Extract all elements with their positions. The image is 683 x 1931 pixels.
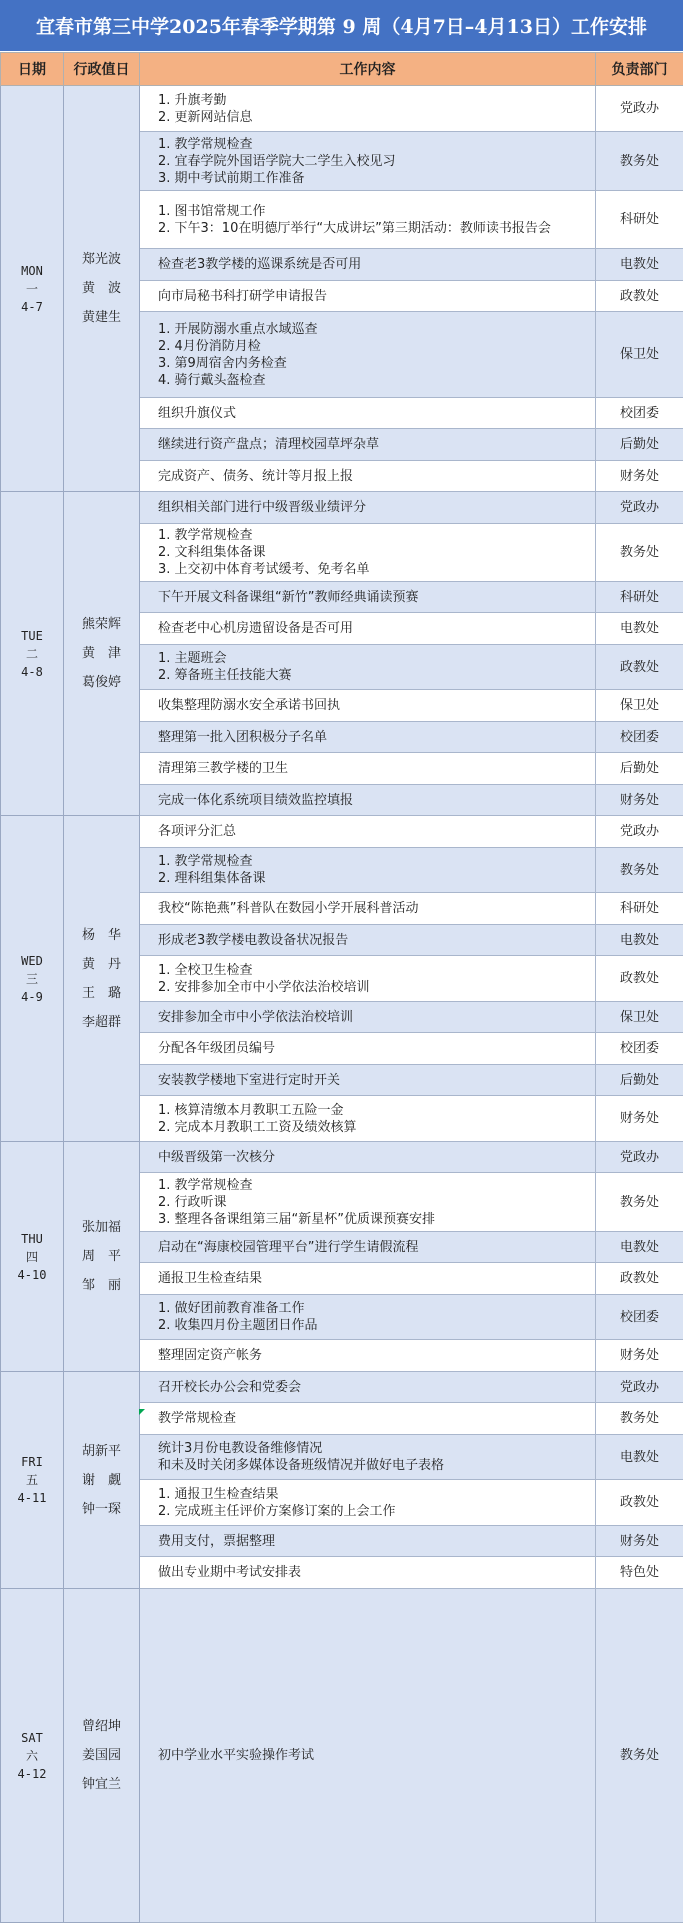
day-date-cell [1, 1589, 64, 1923]
duty-person: 曾绍坤 [81, 1719, 121, 1734]
work-item: 4. 骑行戴头盔检查 [158, 372, 266, 388]
work-item: 检查老3教学楼的巡课系统是否可用 [158, 257, 362, 272]
work-item: 完成一体化系统项目绩效监控填报 [158, 792, 354, 808]
department-cell: 财务处 [596, 461, 683, 492]
duty-person: 葛俊婷 [81, 675, 121, 690]
work-item: 2. 更新网站信息 [158, 109, 253, 125]
day-cn: 五 [25, 1473, 38, 1487]
department-cell: 校团委 [596, 398, 683, 429]
work-content-cell [140, 848, 596, 893]
work-item: 3. 期中考试前期工作准备 [158, 170, 305, 186]
header-dept: 负责部门 [596, 53, 683, 86]
work-item: 继续进行资产盘点；清理校园草坪杂草 [158, 437, 380, 452]
department-cell: 电教处 [596, 613, 683, 645]
department-cell: 教务处 [596, 524, 683, 582]
department-cell: 校团委 [596, 1033, 683, 1065]
work-item: 安排参加全市中小学依法治校培训 [158, 1009, 354, 1025]
department-cell: 政教处 [596, 281, 683, 312]
work-content-cell [140, 191, 596, 249]
work-item: 向市局秘书科打研学申请报告 [158, 288, 328, 304]
table-row [1, 1589, 683, 1923]
day-date-cell [1, 1372, 64, 1589]
work-content-cell [140, 1263, 596, 1295]
day-cn: 四 [25, 1249, 38, 1264]
work-content-cell [140, 1142, 596, 1173]
department-cell: 党政办 [596, 492, 683, 524]
schedule-table [0, 52, 683, 1923]
work-content-cell [140, 86, 596, 132]
department-cell: 财务处 [596, 1526, 683, 1557]
work-item: 收集整理防溺水安全承诺书回执 [158, 698, 341, 713]
work-item: 2. 筹备班主任技能大赛 [158, 668, 292, 683]
work-item: 统计3月份电教设备维修情况 [158, 1441, 323, 1456]
department-cell: 特色处 [596, 1557, 683, 1589]
work-item: 初中学业水平实验操作考试 [158, 1748, 315, 1763]
day-date: 4-12 [17, 1766, 47, 1781]
work-content-cell [140, 613, 596, 645]
department-cell: 电教处 [596, 249, 683, 281]
duty-person: 胡新平 [81, 1443, 121, 1459]
department-cell: 后勤处 [596, 753, 683, 785]
department-cell: 科研处 [596, 582, 683, 613]
header-row [1, 53, 683, 86]
day-abbr: THU [21, 1231, 43, 1246]
day-abbr: TUE [21, 628, 43, 643]
table-row [1, 1142, 683, 1173]
header-date: 日期 [1, 53, 64, 86]
work-content-cell [140, 132, 596, 191]
department-cell: 教务处 [596, 848, 683, 893]
department-cell: 党政办 [596, 1142, 683, 1173]
work-content-cell [140, 249, 596, 281]
duty-person: 黄 丹 [81, 956, 121, 972]
work-content-cell [140, 492, 596, 524]
work-item: 1. 全校卫生检查 [158, 962, 253, 978]
work-item: 1. 做好团前教育准备工作 [158, 1301, 305, 1316]
department-cell: 财务处 [596, 1340, 683, 1372]
work-item: 启动在“海康校园管理平台”进行学生请假流程 [158, 1239, 419, 1255]
work-item: 2. 安排参加全市中小学依法治校培训 [158, 979, 370, 995]
work-content-cell [140, 816, 596, 848]
work-item: 2. 收集四月份主题团日作品 [158, 1318, 318, 1333]
duty-person: 李超群 [81, 1014, 121, 1030]
work-item: 各项评分汇总 [158, 824, 237, 839]
department-cell: 科研处 [596, 191, 683, 249]
department-cell: 教务处 [596, 1403, 683, 1435]
duty-cell [64, 1142, 140, 1372]
day-abbr: MON [21, 263, 43, 278]
work-item: 做出专业期中考试安排表 [158, 1565, 302, 1580]
header-duty: 行政值日 [64, 53, 140, 86]
work-content-cell [140, 1372, 596, 1403]
day-cn: 三 [25, 971, 38, 986]
duty-person: 王 璐 [81, 985, 121, 1001]
work-content-cell [140, 1096, 596, 1142]
department-cell: 党政办 [596, 1372, 683, 1403]
work-item: 安装教学楼地下室进行定时开关 [158, 1072, 341, 1088]
work-content-cell [140, 1033, 596, 1065]
work-item: 清理第三教学楼的卫生 [158, 761, 289, 776]
day-date: 4-11 [17, 1491, 47, 1505]
work-content-cell [140, 1065, 596, 1096]
department-cell: 科研处 [596, 893, 683, 925]
day-date-cell [1, 1142, 64, 1372]
work-item: 2. 完成班主任评价方案修订案的上会工作 [158, 1503, 396, 1519]
work-content-cell [140, 956, 596, 1002]
work-content-cell [140, 1002, 596, 1033]
duty-person: 黄 津 [81, 646, 121, 661]
day-abbr: SAT [21, 1730, 43, 1745]
department-cell: 财务处 [596, 1096, 683, 1142]
work-item: 我校“陈艳燕”科普队在数园小学开展科普活动 [158, 901, 419, 916]
duty-person: 张加福 [81, 1220, 121, 1235]
work-content-cell [140, 312, 596, 398]
page-title: 宜春市第三中学2025年春季学期第 9 周（4月7日–4月13日）工作安排 [0, 0, 683, 52]
duty-cell [64, 1372, 140, 1589]
department-cell: 政教处 [596, 645, 683, 690]
work-item: 3. 上交初中体育考试缓考、免考名单 [158, 562, 370, 577]
day-date-cell [1, 816, 64, 1142]
work-content-cell [140, 1403, 596, 1435]
work-content-cell [140, 1340, 596, 1372]
day-date-cell [1, 492, 64, 816]
work-item: 2. 4月份消防月检 [158, 338, 261, 354]
work-item: 整理第一批入团积极分子名单 [158, 729, 328, 745]
work-content-cell [140, 753, 596, 785]
department-cell: 财务处 [596, 785, 683, 816]
work-content-cell [140, 524, 596, 582]
department-cell: 后勤处 [596, 1065, 683, 1096]
work-item: 1. 教学常规检查 [158, 528, 253, 543]
work-item: 和未及时关闭多媒体设备班级情况并做好电子表格 [158, 1458, 445, 1473]
work-content-cell [140, 1480, 596, 1526]
work-item: 1. 教学常规检查 [158, 136, 253, 152]
department-cell: 校团委 [596, 722, 683, 753]
work-item: 3. 整理各备课组第三届“新星杯”优质课预赛安排 [158, 1211, 436, 1227]
work-item: 1. 图书馆常规工作 [158, 203, 266, 219]
duty-person: 姜国园 [81, 1748, 121, 1763]
work-item: 1. 升旗考勤 [158, 92, 227, 108]
department-cell: 政教处 [596, 1480, 683, 1526]
duty-cell [64, 816, 140, 1142]
work-content-cell [140, 582, 596, 613]
cell-comment-marker [139, 1409, 145, 1415]
work-item: 2. 文科组集体备课 [158, 545, 266, 560]
work-content-cell [140, 893, 596, 925]
work-item: 1. 教学常规检查 [158, 1177, 253, 1193]
work-content-cell [140, 1295, 596, 1340]
work-content-cell [140, 1589, 596, 1923]
work-content-cell [140, 1232, 596, 1263]
department-cell: 保卫处 [596, 312, 683, 398]
work-item: 下午开展文科备课组“新竹”教师经典诵读预赛 [158, 589, 419, 605]
day-cn: 六 [25, 1748, 38, 1763]
work-item: 费用支付，票据整理 [158, 1533, 276, 1549]
table-row [1, 86, 683, 132]
department-cell: 保卫处 [596, 690, 683, 722]
duty-person: 熊荣辉 [81, 617, 121, 632]
duty-person: 邹 丽 [81, 1278, 121, 1293]
day-date: 4-10 [17, 1267, 47, 1282]
department-cell: 后勤处 [596, 429, 683, 461]
work-content-cell [140, 461, 596, 492]
work-item: 2. 行政听课 [158, 1194, 227, 1210]
day-cn: 一 [25, 281, 38, 296]
department-cell: 教务处 [596, 132, 683, 191]
duty-cell [64, 492, 140, 816]
table-row [1, 816, 683, 848]
work-item: 1. 核算清缴本月教职工五险一金 [158, 1102, 344, 1118]
work-item: 分配各年级团员编号 [158, 1041, 276, 1056]
work-content-cell [140, 1557, 596, 1589]
work-content-cell [140, 690, 596, 722]
department-cell: 教务处 [596, 1589, 683, 1923]
work-item: 2. 宜春学院外国语学院大二学生入校见习 [158, 153, 396, 169]
work-item: 1. 主题班会 [158, 651, 227, 666]
work-item: 2. 理科组集体备课 [158, 871, 266, 886]
work-item: 完成资产、债务、统计等月报上报 [158, 468, 354, 484]
table-row [1, 492, 683, 524]
department-cell: 电教处 [596, 1232, 683, 1263]
header-content: 工作内容 [140, 53, 596, 86]
work-content-cell [140, 1526, 596, 1557]
work-item: 召开校长办公会和党委会 [158, 1379, 302, 1395]
work-content-cell [140, 645, 596, 690]
work-item: 中级晋级第一次核分 [158, 1149, 276, 1165]
department-cell: 党政办 [596, 86, 683, 132]
department-cell: 电教处 [596, 1435, 683, 1480]
day-date: 4-7 [21, 299, 43, 314]
department-cell: 教务处 [596, 1173, 683, 1232]
work-item: 检查老中心机房遗留设备是否可用 [158, 621, 354, 636]
duty-person: 钟宜兰 [81, 1777, 121, 1792]
work-content-cell [140, 722, 596, 753]
work-item: 通报卫生检查结果 [158, 1271, 263, 1286]
work-item: 2. 完成本月教职工工资及绩效核算 [158, 1119, 357, 1135]
work-content-cell [140, 1173, 596, 1232]
work-content-cell [140, 925, 596, 956]
work-item: 1. 开展防溺水重点水域巡查 [158, 321, 318, 337]
day-abbr: WED [21, 953, 43, 968]
day-date-cell [1, 86, 64, 492]
duty-person: 黄 波 [81, 281, 121, 296]
duty-person: 黄建生 [81, 310, 121, 325]
duty-person: 谢 觑 [81, 1472, 121, 1488]
work-item: 整理固定资产帐务 [158, 1348, 263, 1363]
work-content-cell [140, 1435, 596, 1480]
department-cell: 电教处 [596, 925, 683, 956]
duty-person: 钟一琛 [81, 1501, 121, 1517]
work-item: 组织升旗仪式 [158, 405, 237, 421]
work-item: 教学常规检查 [158, 1411, 237, 1426]
duty-person: 郑光波 [81, 252, 121, 267]
department-cell: 保卫处 [596, 1002, 683, 1033]
schedule-body [1, 86, 683, 1923]
work-item: 组织相关部门进行中级晋级业绩评分 [158, 500, 367, 515]
department-cell: 党政办 [596, 816, 683, 848]
work-content-cell [140, 785, 596, 816]
department-cell: 政教处 [596, 956, 683, 1002]
table-row [1, 1372, 683, 1403]
work-item: 1. 教学常规检查 [158, 854, 253, 869]
work-content-cell [140, 398, 596, 429]
day-cn: 二 [25, 646, 38, 661]
duty-person: 周 平 [81, 1249, 121, 1264]
work-item: 2. 下午3：10在明德厅举行“大成讲坛”第三期活动：教师读书报告会 [158, 220, 551, 236]
work-content-cell [140, 281, 596, 312]
department-cell: 校团委 [596, 1295, 683, 1340]
work-content-cell [140, 429, 596, 461]
duty-cell [64, 1589, 140, 1923]
day-date: 4-8 [21, 664, 43, 679]
work-item: 3. 第9周宿舍内务检查 [158, 355, 287, 371]
work-item: 形成老3教学楼电教设备状况报告 [158, 932, 349, 948]
day-date: 4-9 [21, 989, 43, 1004]
day-abbr: FRI [21, 1455, 43, 1469]
department-cell: 政教处 [596, 1263, 683, 1295]
work-item: 1. 通报卫生检查结果 [158, 1486, 279, 1502]
duty-person: 杨 华 [81, 927, 121, 943]
duty-cell [64, 86, 140, 492]
